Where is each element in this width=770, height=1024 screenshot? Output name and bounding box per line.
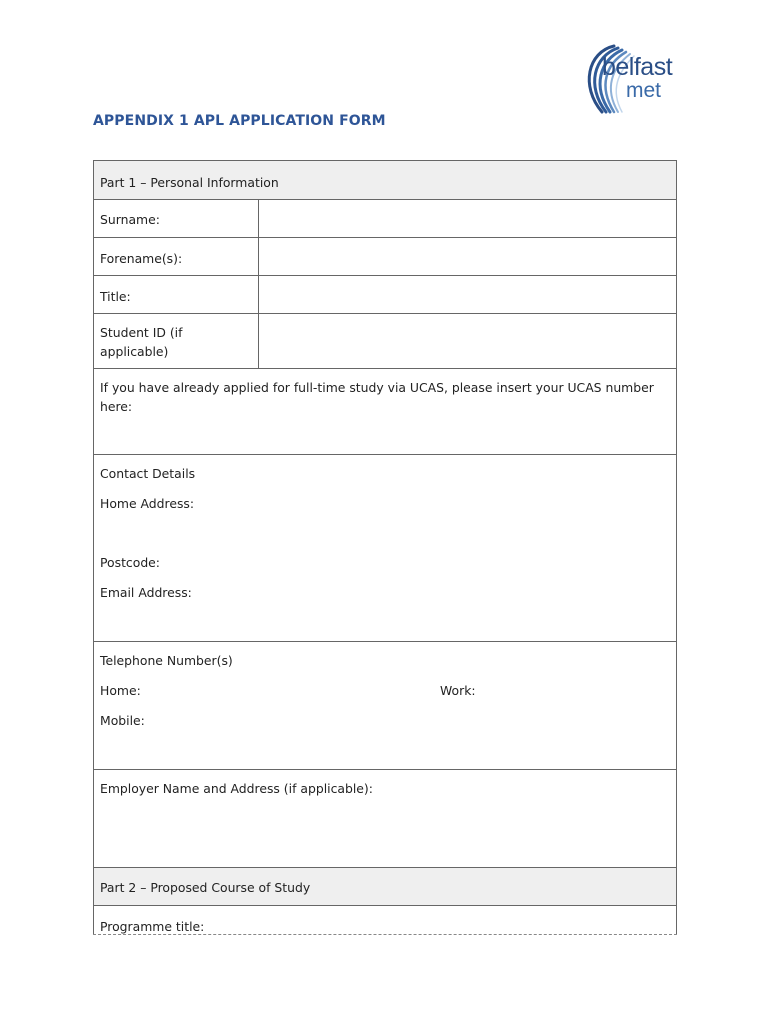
title-field[interactable]	[259, 276, 677, 314]
part1-header: Part 1 – Personal Information	[94, 161, 677, 200]
logo-wordmark-belfast: belfast	[602, 53, 673, 81]
employer-row	[94, 770, 677, 868]
employer-cell[interactable]	[94, 770, 677, 868]
surname-row	[94, 200, 677, 238]
email-label: Email Address:	[100, 585, 192, 600]
forename-label: Forename(s):	[94, 238, 259, 276]
ucas-label-line2: here:	[100, 399, 133, 414]
contact-details-row	[94, 455, 677, 642]
mobile-label: Mobile:	[100, 713, 145, 728]
surname-label: Surname:	[94, 200, 259, 238]
phone-home-work-row	[100, 681, 670, 700]
postcode-label: Postcode:	[100, 555, 160, 570]
employer-label: Employer Name and Address (if applicable):	[100, 781, 373, 796]
part2-header: Part 2 – Proposed Course of Study	[94, 868, 677, 906]
application-form-table	[93, 160, 677, 935]
telephone-cell[interactable]	[94, 642, 677, 770]
contact-details-heading: Contact Details	[100, 466, 196, 481]
ucas-cell[interactable]	[94, 369, 677, 455]
page-cut-divider	[93, 934, 677, 935]
student-id-field[interactable]	[259, 314, 677, 369]
page-title: APPENDIX 1 APL APPLICATION FORM	[93, 113, 386, 129]
student-id-label: Student ID (if applicable)	[94, 314, 259, 369]
part1-header-row	[94, 161, 677, 200]
student-id-row	[94, 314, 677, 369]
logo-wordmark-met: met	[626, 79, 662, 102]
ucas-label-line1: If you have already applied for full-time study via UCAS, please insert your UCAS number	[100, 380, 654, 395]
contact-details-cell[interactable]	[94, 455, 677, 642]
telephone-row	[94, 642, 677, 770]
surname-field[interactable]	[259, 200, 677, 238]
programme-title-label: Programme title:	[100, 919, 205, 934]
part2-header-row	[94, 868, 677, 906]
telephone-heading: Telephone Number(s)	[100, 653, 233, 668]
ucas-row	[94, 369, 677, 455]
title-row	[94, 276, 677, 314]
forename-row	[94, 238, 677, 276]
home-phone-label: Home:	[100, 683, 141, 698]
forename-field[interactable]	[259, 238, 677, 276]
title-label: Title:	[94, 276, 259, 314]
work-phone-label: Work:	[440, 683, 476, 698]
programme-title-cell[interactable]	[94, 906, 677, 935]
home-address-label: Home Address:	[100, 496, 195, 511]
programme-title-row	[94, 906, 677, 935]
